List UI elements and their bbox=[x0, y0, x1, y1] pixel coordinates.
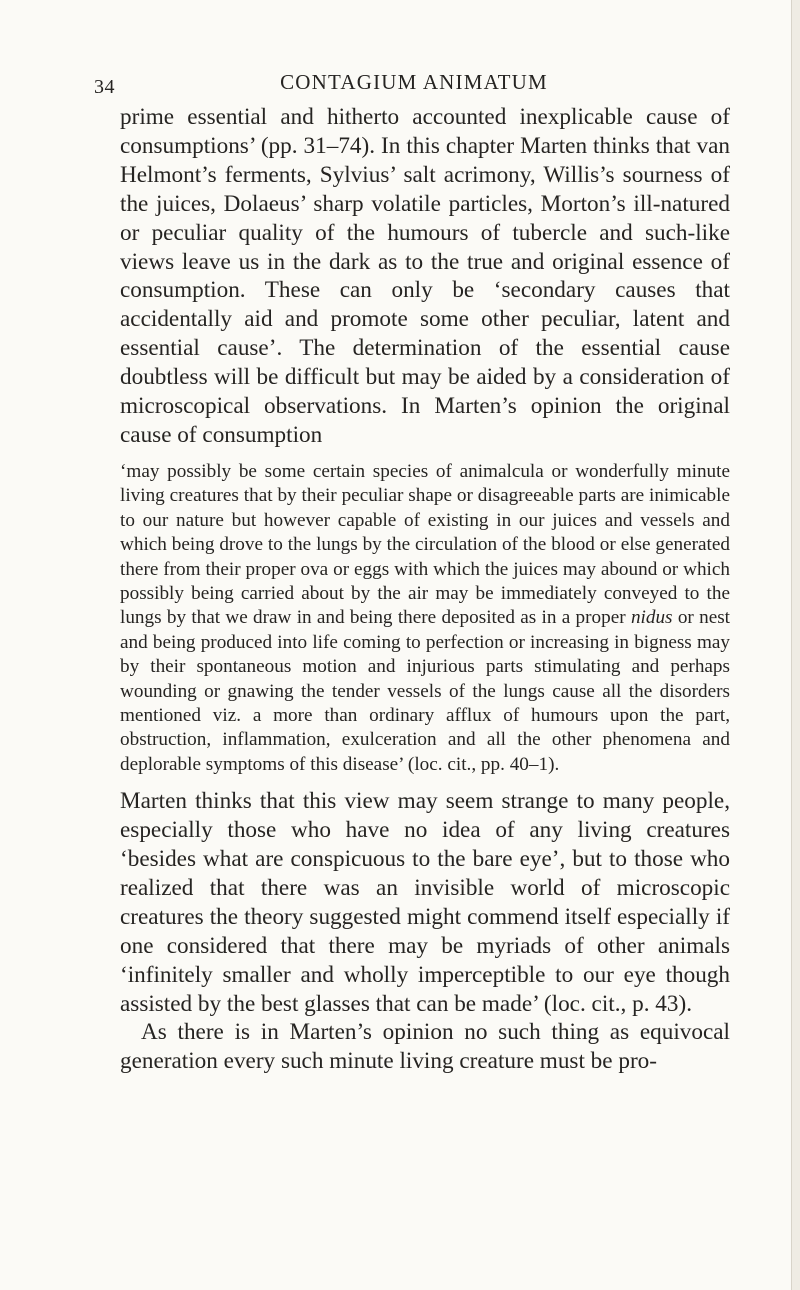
paragraph-1: prime essential and hitherto accounted inexplicable cause of consumptions’ (pp. 31–74). In this chapter Marten thinks that van Helmont’s ferments, Sylvius’ salt acrimony, Willis’s sourness of the juices, Dolaeus’ sharp volatile particles, Morton’s ill-natured or peculiar quality of the humours of tubercle and such-like views leave us in the dark as to the true and original essence of consumption. These can only be ‘secondary causes that accidentally aid and promote some other peculiar, latent and essential cause’. The determination of the essential cause doubtless will be difficult but may be aided by a consideration of microscopical observations. In Marten’s opinion the original cause of consumption bbox=[120, 104, 730, 448]
page-edge bbox=[791, 0, 800, 1290]
page-header bbox=[94, 70, 734, 100]
quote-text-end: or nest and being produced into life coming to perfection or increasing in bigness may by their spontaneous motion and injurious parts stimulating and perhaps wounding or gnawing the tender vessels of the lungs cause all the disorders mentioned viz. a more than ordinary afflux of humours upon the part, obstruction, inflammation, exulceration and all the other phenomena and deplorable symptoms of this disease’ (loc. cit., pp. 40–1). bbox=[120, 607, 731, 775]
paragraph-3: As there is in Marten’s opinion no such thing as equivocal generation every such minute living creature must be pro- bbox=[120, 1019, 730, 1075]
quote-italic-term: nidus bbox=[630, 607, 673, 629]
page-number: 34 bbox=[94, 76, 115, 98]
body-text bbox=[120, 103, 730, 1076]
block-quote bbox=[120, 460, 730, 777]
paragraph-2: Marten thinks that this view may seem strange to many people, especially those who have no idea of any living creatures ‘besides what are conspicuous to the bare eye’, but to those who realized that there was an invisible world of microscopic creatures the theory suggested might commend itself especially if one considered that there may be myriads of other animals ‘infinitely smaller and wholly imperceptible to our eye though assisted by the best glasses that can be made’ (loc. cit., p. 43). bbox=[120, 788, 730, 1017]
quote-text-start: ‘may possibly be some certain species of animalcula or wonderfully minute living creatures that by their peculiar shape or disagreeable parts are inimicable to our nature but however capable of existing in our juices and vessels and which being drove to the lungs by the circulation of the blood or else generated there from their proper ova or eggs with which the juices may abound or which possibly being carried about by the air may be immediately conveyed to the lungs by that we draw in and being there deposited as in a proper bbox=[120, 460, 730, 629]
running-title: CONTAGIUM ANIMATUM bbox=[280, 70, 548, 94]
